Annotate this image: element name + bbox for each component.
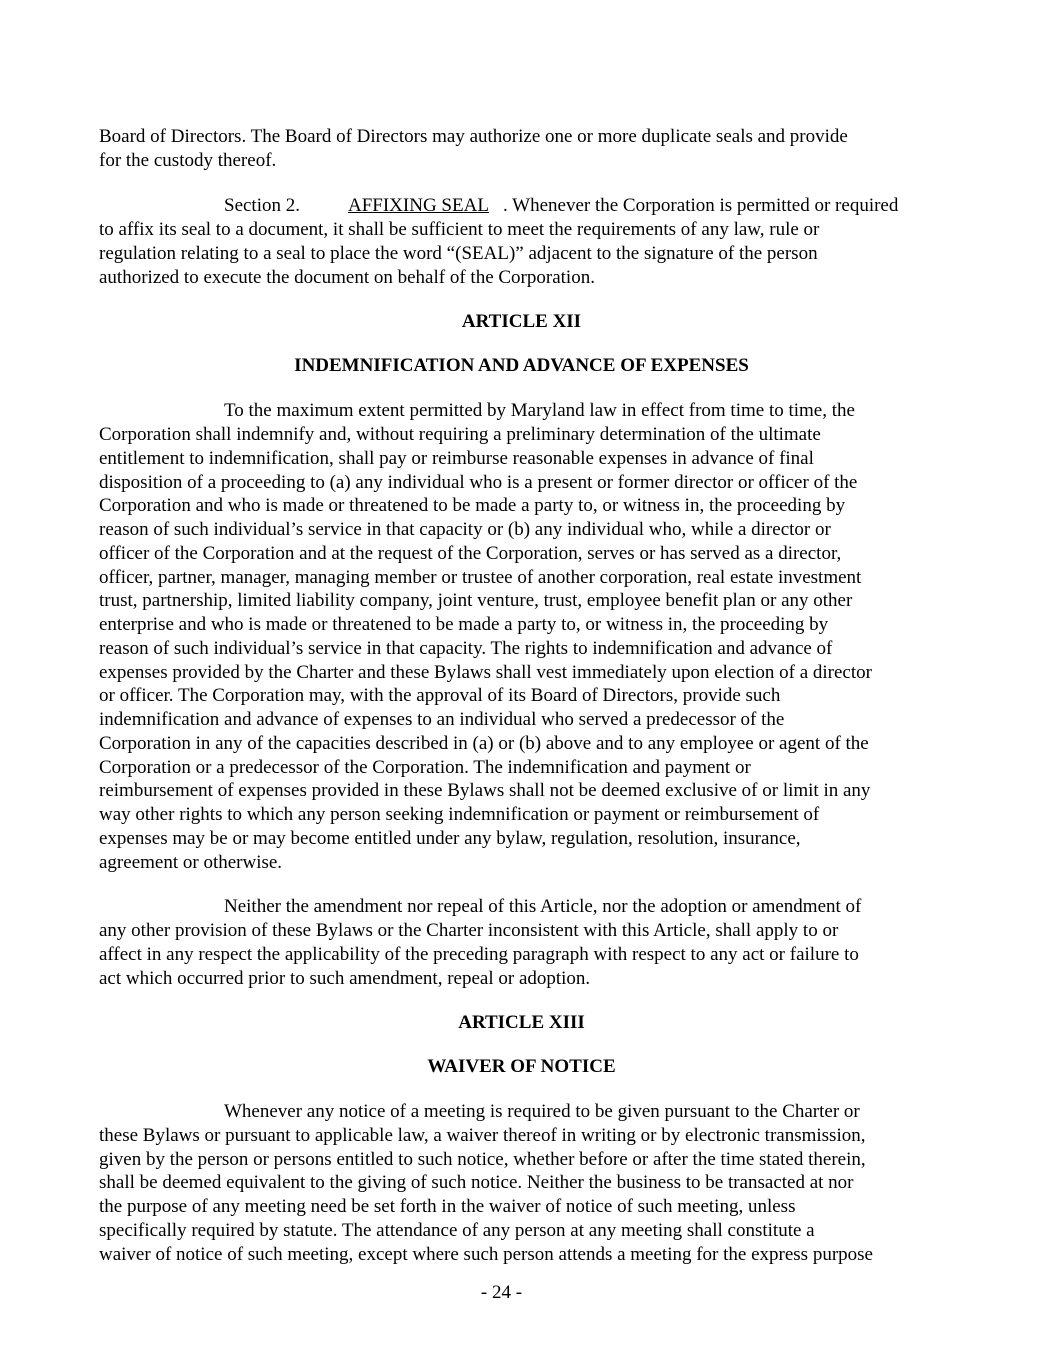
page-number: - 24 - — [480, 1282, 523, 1303]
article-heading: ARTICLE XIII — [458, 1012, 585, 1033]
body-line: to affix its seal to a document, it shall be sufficient to meet the requirements of any law, rule or — [99, 219, 820, 240]
body-line: To the maximum extent permitted by Maryland law in effect from time to time, the — [224, 400, 855, 421]
body-line: waiver of notice of such meeting, except where such person attends a meeting for the express purpose — [99, 1244, 873, 1265]
body-line: regulation relating to a seal to place the word “(SEAL)” adjacent to the signature of the person — [99, 243, 818, 264]
body-line: expenses provided by the Charter and these Bylaws shall vest immediately upon election of a director — [99, 662, 872, 683]
body-line: enterprise and who is made or threatened to be made a party to, or witness in, the proceeding by — [99, 614, 829, 635]
body-line: officer, partner, manager, managing member or trustee of another corporation, real estate investment — [99, 567, 862, 588]
body-line: reason of such individual’s service in that capacity or (b) any individual who, while a director or — [99, 519, 831, 540]
body-line: agreement or otherwise. — [99, 852, 283, 873]
body-line: affect in any respect the applicability of the preceding paragraph with respect to any act or failure to — [99, 944, 859, 965]
body-line: disposition of a proceeding to (a) any individual who is a present or former director or officer of the — [99, 472, 858, 493]
article-heading: ARTICLE XII — [461, 311, 582, 332]
body-line: act which occurred prior to such amendment, repeal or adoption. — [99, 968, 591, 989]
body-line: . Whenever the Corporation is permitted or required — [503, 195, 899, 216]
article-subheading: WAIVER OF NOTICE — [427, 1056, 616, 1077]
section-number: Section 2. — [224, 195, 300, 216]
body-line: given by the person or persons entitled to such notice, whether before or after the time stated therein, — [99, 1149, 866, 1170]
body-line: or officer. The Corporation may, with the approval of its Board of Directors, provide such — [99, 685, 781, 706]
body-line: the purpose of any meeting need be set forth in the waiver of notice of such meeting, unless — [99, 1196, 796, 1217]
body-line: Corporation shall indemnify and, without requiring a preliminary determination of the ultimate — [99, 424, 821, 445]
body-line: way other rights to which any person seeking indemnification or payment or reimbursement of — [99, 804, 820, 825]
body-line: expenses may be or may become entitled under any bylaw, regulation, resolution, insurance, — [99, 828, 801, 849]
body-line: for the custody thereof. — [99, 150, 277, 171]
section-title: AFFIXING SEAL — [348, 195, 489, 216]
body-line: officer of the Corporation and at the request of the Corporation, serves or has served as a director, — [99, 543, 842, 564]
article-subheading: INDEMNIFICATION AND ADVANCE OF EXPENSES — [294, 355, 749, 376]
body-line: trust, partnership, limited liability company, joint venture, trust, employee benefit plan or any other — [99, 590, 853, 611]
body-line: reason of such individual’s service in that capacity. The rights to indemnification and advance of — [99, 638, 833, 659]
body-line: authorized to execute the document on behalf of the Corporation. — [99, 267, 595, 288]
body-line: Corporation in any of the capacities described in (a) or (b) above and to any employee or agent of the — [99, 733, 869, 754]
body-line: Corporation or a predecessor of the Corporation. The indemnification and payment or — [99, 757, 751, 778]
body-line: specifically required by statute. The attendance of any person at any meeting shall constitute a — [99, 1220, 815, 1241]
body-line: Corporation and who is made or threatened to be made a party to, or witness in, the proceeding by — [99, 495, 846, 516]
body-line: Whenever any notice of a meeting is required to be given pursuant to the Charter or — [224, 1101, 860, 1122]
body-line: shall be deemed equivalent to the giving of such notice. Neither the business to be transacted at nor — [99, 1172, 854, 1193]
body-line: indemnification and advance of expenses to an individual who served a predecessor of the — [99, 709, 785, 730]
body-line: these Bylaws or pursuant to applicable law, a waiver thereof in writing or by electronic transmission, — [99, 1125, 866, 1146]
body-line: entitlement to indemnification, shall pay or reimburse reasonable expenses in advance of final — [99, 448, 814, 469]
body-line: reimbursement of expenses provided in these Bylaws shall not be deemed exclusive of or limit in any — [99, 780, 871, 801]
body-line: any other provision of these Bylaws or the Charter inconsistent with this Article, shall apply to or — [99, 920, 839, 941]
body-line: Board of Directors. The Board of Directors may authorize one or more duplicate seals and provide — [99, 126, 848, 147]
body-line: Neither the amendment nor repeal of this Article, nor the adoption or amendment of — [224, 896, 862, 917]
